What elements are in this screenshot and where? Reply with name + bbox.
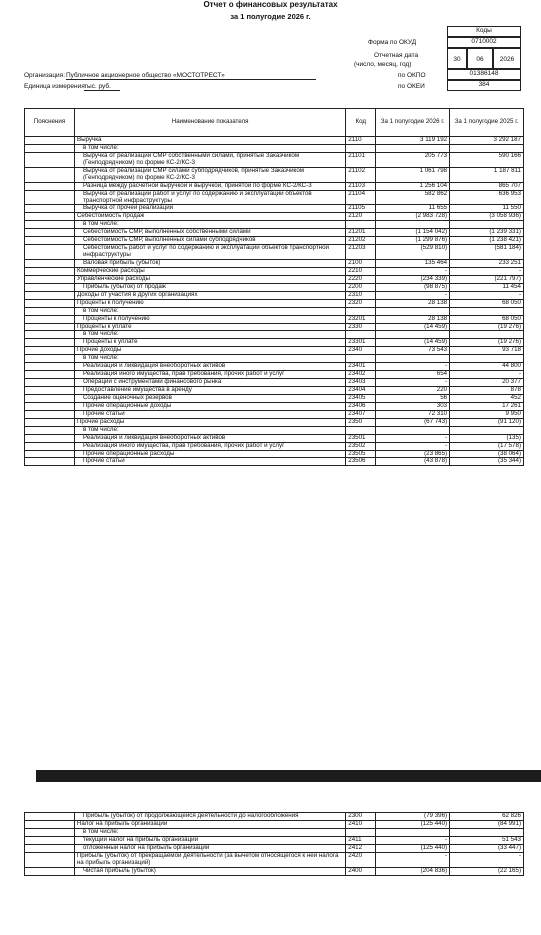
cell-notes (25, 283, 75, 291)
cell-indicator-name: Валовая прибыль (убыток) (74, 260, 345, 268)
table-row (25, 299, 524, 307)
cell-value-2026: 1 256 104 (376, 182, 450, 190)
cell-code: 2200 (346, 283, 376, 291)
cell-code (346, 307, 376, 315)
cell-value-2026: - (376, 852, 450, 867)
cell-indicator-name: Налог на прибыль организаций (74, 820, 345, 828)
cell-value-2025: (35 344) (450, 458, 524, 466)
cell-value-2025: (84 991) (450, 820, 524, 828)
cell-value-2025: (22 165) (450, 867, 524, 875)
cell-code: 23201 (346, 315, 376, 323)
cell-value-2025: (91 120) (450, 418, 524, 426)
report-date-label: Отчетная дата (374, 52, 419, 59)
cell-notes (25, 291, 75, 299)
col-header-2026: За 1 полугодие 2026 г. (376, 109, 450, 137)
cell-code: 23505 (346, 450, 376, 458)
cell-code: 21104 (346, 190, 376, 205)
cell-indicator-name: в том числе: (74, 426, 345, 434)
cell-value-2025: 20 377 (450, 379, 524, 387)
table-row (25, 434, 524, 442)
cell-notes (25, 315, 75, 323)
report-date-year: 2026 (493, 48, 521, 69)
cell-code: 2350 (346, 418, 376, 426)
cell-value-2026: - (376, 434, 450, 442)
cell-indicator-name: Выручка от реализации СМР собственными силами, принятые Заказчиком (Генподрядчиком) по форме КС-2/КС-3 (74, 152, 345, 167)
cell-value-2025: (19 276) (450, 339, 524, 347)
cell-indicator-name: Выручка от реализации работ и услуг по содержанию и эксплуатации объектов транспортной инфраструктуры (74, 190, 345, 205)
table-row (25, 245, 524, 260)
cell-indicator-name: в том числе: (74, 221, 345, 229)
cell-value-2026: - (376, 836, 450, 844)
report-title: Отчет о финансовых результатах (203, 0, 338, 9)
cell-value-2026 (376, 355, 450, 363)
cell-value-2025: (33 447) (450, 844, 524, 852)
cell-indicator-name: Чистая прибыль (убыток) (74, 867, 345, 875)
cell-value-2025: (135) (450, 434, 524, 442)
cell-value-2025: 68 050 (450, 315, 524, 323)
cell-value-2026: (125 440) (376, 844, 450, 852)
table-row (25, 458, 524, 466)
cell-value-2026: 3 119 192 (376, 137, 450, 145)
cell-indicator-name: в том числе: (74, 331, 345, 339)
cell-value-2025: 878 (450, 387, 524, 395)
cell-notes (25, 355, 75, 363)
unit-value: тыс. руб. (84, 83, 120, 91)
cell-code: 21105 (346, 205, 376, 213)
cell-code: 2320 (346, 299, 376, 307)
cell-indicator-name: Проценты к уплате (74, 339, 345, 347)
cell-value-2025: 68 050 (450, 299, 524, 307)
table-row (25, 844, 524, 852)
cell-value-2026: (98 875) (376, 283, 450, 291)
cell-notes (25, 275, 75, 283)
cell-value-2025: - (450, 852, 524, 867)
cell-value-2025: 11 550 (450, 205, 524, 213)
cell-indicator-name: Себестоимость СМР, выполненных собственными силами (74, 229, 345, 237)
cell-value-2026 (376, 307, 450, 315)
cell-value-2026: (1 154 042) (376, 229, 450, 237)
unit-label: Единица измерения (24, 83, 85, 90)
col-header-notes: Пояснения (25, 109, 75, 137)
cell-code: 2210 (346, 267, 376, 275)
cell-indicator-name: Выручка (74, 137, 345, 145)
cell-notes (25, 434, 75, 442)
cell-indicator-name: Прибыль (убыток) от прекращаемой деятельности (за вычетом относящегося к ней налога на прибыль организаций) (74, 852, 345, 867)
cell-notes (25, 813, 75, 821)
okei-value: 384 (447, 80, 521, 91)
cell-indicator-name: Себестоимость СМР, выполненных силами субподрядчиков (74, 237, 345, 245)
okud-label: Форма по ОКУД (368, 39, 417, 46)
cell-value-2025: - (450, 291, 524, 299)
cell-value-2025: (3 058 936) (450, 213, 524, 221)
cell-indicator-name: Прибыль (убыток) от продаж (74, 283, 345, 291)
cell-notes (25, 331, 75, 339)
cell-notes (25, 245, 75, 260)
table-row (25, 152, 524, 167)
page-separator (36, 770, 541, 782)
okpo-value: 01386148 (447, 69, 521, 80)
cell-notes (25, 426, 75, 434)
cell-notes (25, 260, 75, 268)
cell-value-2025: 590 166 (450, 152, 524, 167)
cell-notes (25, 379, 75, 387)
table-row (25, 315, 524, 323)
cell-notes (25, 205, 75, 213)
cell-indicator-name: Реализация и ликвидация внеоборотных активов (74, 434, 345, 442)
cell-indicator-name: Создание оценочных резервов (74, 394, 345, 402)
cell-value-2026: (1 299 876) (376, 237, 450, 245)
cell-value-2026: (14 459) (376, 339, 450, 347)
cell-code: 21202 (346, 237, 376, 245)
cell-notes (25, 347, 75, 355)
cell-code: 23301 (346, 339, 376, 347)
cell-value-2026: 73 543 (376, 347, 450, 355)
table-row (25, 426, 524, 434)
cell-notes (25, 144, 75, 152)
cell-indicator-name: Прочие операционные расходы (74, 450, 345, 458)
cell-notes (25, 394, 75, 402)
cell-code: 2220 (346, 275, 376, 283)
cell-value-2026: (2 983 728) (376, 213, 450, 221)
cell-value-2025: (581 184) (450, 245, 524, 260)
cell-indicator-name: Прочие операционные доходы (74, 402, 345, 410)
cell-code: 2340 (346, 347, 376, 355)
cell-notes (25, 137, 75, 145)
cell-notes (25, 410, 75, 418)
cell-value-2026 (376, 426, 450, 434)
cell-value-2025: (19 276) (450, 323, 524, 331)
cell-notes (25, 442, 75, 450)
cell-value-2025: - (450, 371, 524, 379)
cell-indicator-name: Прибыль (убыток) от продолжающейся деятельности до налогообложения (74, 813, 345, 821)
cell-code (346, 426, 376, 434)
cell-notes (25, 307, 75, 315)
cell-code: 2120 (346, 213, 376, 221)
cell-value-2025: 9 950 (450, 410, 524, 418)
table-row (25, 167, 524, 182)
cell-code: 23407 (346, 410, 376, 418)
table-row (25, 418, 524, 426)
col-header-2025: За 1 полугодие 2025 г. (450, 109, 524, 137)
cell-notes (25, 167, 75, 182)
cell-value-2026: 11 655 (376, 205, 450, 213)
cell-code: 21101 (346, 152, 376, 167)
cell-indicator-name: текущий налог на прибыль организаций (74, 836, 345, 844)
cell-indicator-name: Проценты к получению (74, 315, 345, 323)
cell-value-2026: 56 (376, 394, 450, 402)
cell-value-2026: 654 (376, 371, 450, 379)
cell-value-2026: 72 310 (376, 410, 450, 418)
cell-code: 23403 (346, 379, 376, 387)
cell-code: 2420 (346, 852, 376, 867)
cell-notes (25, 820, 75, 828)
cell-indicator-name: в том числе: (74, 828, 345, 836)
cell-code: 2411 (346, 836, 376, 844)
cell-indicator-name: отложенный налог на прибыль организаций (74, 844, 345, 852)
cell-code: 23506 (346, 458, 376, 466)
cell-notes (25, 450, 75, 458)
org-label: Организация: (24, 72, 66, 79)
cell-code: 2330 (346, 323, 376, 331)
cell-indicator-name: Прочие расходы (74, 418, 345, 426)
cell-value-2025: (38 064) (450, 450, 524, 458)
cell-value-2026: - (376, 291, 450, 299)
cell-value-2025: 1 187 811 (450, 167, 524, 182)
cell-notes (25, 299, 75, 307)
cell-notes (25, 387, 75, 395)
cell-value-2025: 233 251 (450, 260, 524, 268)
cell-value-2026: (529 810) (376, 245, 450, 260)
cell-code: 2412 (346, 844, 376, 852)
table-row (25, 867, 524, 875)
cell-notes (25, 363, 75, 371)
org-name: Публичное акционерное общество «МОСТОТРЕСТ» (66, 72, 316, 80)
cell-indicator-name: Проценты к уплате (74, 323, 345, 331)
report-date-month: 06 (467, 48, 493, 69)
cell-notes (25, 458, 75, 466)
cell-indicator-name: Проценты к получению (74, 299, 345, 307)
col-header-code: Код (346, 109, 376, 137)
cell-value-2026: 28 138 (376, 315, 450, 323)
cell-notes (25, 844, 75, 852)
cell-value-2025: 3 292 187 (450, 137, 524, 145)
financial-results-table (24, 108, 524, 466)
cell-value-2026: - (376, 267, 450, 275)
cell-indicator-name: Операции с инструментами финансового рынка (74, 379, 345, 387)
table-row (25, 182, 524, 190)
cell-code: 2100 (346, 260, 376, 268)
cell-code: 2410 (346, 820, 376, 828)
cell-value-2026: 303 (376, 402, 450, 410)
cell-notes (25, 213, 75, 221)
cell-notes (25, 182, 75, 190)
cell-value-2025: 17 261 (450, 402, 524, 410)
table-row (25, 852, 524, 867)
cell-value-2026 (376, 828, 450, 836)
cell-indicator-name: в том числе: (74, 307, 345, 315)
codes-header: Коды (447, 26, 521, 37)
cell-value-2026: 1 061 798 (376, 167, 450, 182)
table-row (25, 307, 524, 315)
cell-value-2026: - (376, 363, 450, 371)
cell-value-2026: 28 138 (376, 299, 450, 307)
cell-value-2025: (1 239 331) (450, 229, 524, 237)
cell-indicator-name: Коммерческие расходы (74, 267, 345, 275)
cell-value-2026: (23 865) (376, 450, 450, 458)
cell-notes (25, 152, 75, 167)
cell-value-2025 (450, 426, 524, 434)
cell-value-2025: 51 543 (450, 836, 524, 844)
cell-code: 23406 (346, 402, 376, 410)
cell-code: 2110 (346, 137, 376, 145)
cell-code: 23401 (346, 363, 376, 371)
cell-indicator-name: Себестоимость продаж (74, 213, 345, 221)
cell-value-2026: 220 (376, 387, 450, 395)
cell-value-2025: 865 707 (450, 182, 524, 190)
cell-code: 21201 (346, 229, 376, 237)
cell-value-2026: - (376, 379, 450, 387)
cell-indicator-name: Реализация иного имущества, прав требования, прочих работ и услуг (74, 371, 345, 379)
table-row (25, 291, 524, 299)
cell-indicator-name: Управленческие расходы (74, 275, 345, 283)
cell-value-2026: 135 464 (376, 260, 450, 268)
cell-value-2026: (79 396) (376, 813, 450, 821)
cell-notes (25, 267, 75, 275)
cell-notes (25, 190, 75, 205)
cell-indicator-name: Реализация и ликвидация внеоборотных активов (74, 363, 345, 371)
cell-code: 2400 (346, 867, 376, 875)
cell-notes (25, 418, 75, 426)
cell-notes (25, 323, 75, 331)
cell-code: 2300 (346, 813, 376, 821)
cell-indicator-name: Прочие статьи (74, 410, 345, 418)
cell-notes (25, 402, 75, 410)
cell-indicator-name: Выручка от реализации СМР силами субподрядчиков, принятые Заказчиком (Генподрядчиком) по форме КС-2/КС-3 (74, 167, 345, 182)
cell-value-2026: 582 862 (376, 190, 450, 205)
cell-code: 23402 (346, 371, 376, 379)
cell-indicator-name: Разница между расчетной выручкой и выручкой, принятой по форме КС-2/КС-3 (74, 182, 345, 190)
table-header-row (25, 109, 524, 137)
financial-results-table-continued (24, 812, 524, 876)
cell-notes (25, 237, 75, 245)
cell-indicator-name: Выручка от прочей реализации (74, 205, 345, 213)
cell-notes (25, 852, 75, 867)
cell-indicator-name: Прочие доходы (74, 347, 345, 355)
cell-indicator-name: Реализация иного имущества, прав требования, прочих работ и услуг (74, 442, 345, 450)
cell-value-2026: (234 339) (376, 275, 450, 283)
cell-code: 21102 (346, 167, 376, 182)
cell-value-2025: (221 797) (450, 275, 524, 283)
cell-value-2025: 62 826 (450, 813, 524, 821)
cell-value-2025: 44 800 (450, 363, 524, 371)
cell-code: 23405 (346, 394, 376, 402)
cell-code: 21203 (346, 245, 376, 260)
report-period: за 1 полугодие 2026 г. (230, 12, 311, 21)
cell-value-2025: 452 (450, 394, 524, 402)
cell-indicator-name: в том числе: (74, 355, 345, 363)
cell-value-2025: 11 454 (450, 283, 524, 291)
okei-label: по ОКЕИ (398, 83, 425, 90)
cell-notes (25, 836, 75, 844)
cell-notes (25, 229, 75, 237)
cell-value-2025: 636 953 (450, 190, 524, 205)
cell-value-2025: - (450, 267, 524, 275)
table-row (25, 442, 524, 450)
cell-value-2025: (17 578) (450, 442, 524, 450)
cell-value-2026: (204 836) (376, 867, 450, 875)
cell-value-2025: 93 718 (450, 347, 524, 355)
cell-notes (25, 339, 75, 347)
cell-indicator-name: в том числе: (74, 144, 345, 152)
cell-code: 23502 (346, 442, 376, 450)
cell-notes (25, 371, 75, 379)
cell-code: 23404 (346, 387, 376, 395)
cell-indicator-name: Доходы от участия в других организациях (74, 291, 345, 299)
cell-code: 21103 (346, 182, 376, 190)
cell-value-2026: (43 878) (376, 458, 450, 466)
report-date-format-label: (число, месяц, год) (354, 61, 412, 68)
cell-value-2026: - (376, 442, 450, 450)
cell-indicator-name: Прочие статьи (74, 458, 345, 466)
cell-value-2025: (1 238 421) (450, 237, 524, 245)
cell-value-2026: (67 743) (376, 418, 450, 426)
cell-value-2026: (14 459) (376, 323, 450, 331)
cell-indicator-name: Предоставление имущества в аренду (74, 387, 345, 395)
cell-notes (25, 867, 75, 875)
cell-notes (25, 221, 75, 229)
okud-value: 0710002 (447, 37, 521, 48)
cell-code: 23501 (346, 434, 376, 442)
col-header-indicator: Наименование показателя (74, 109, 345, 137)
okpo-label: по ОКПО (398, 72, 426, 79)
cell-value-2025 (450, 307, 524, 315)
report-date-day: 30 (447, 48, 467, 69)
cell-notes (25, 828, 75, 836)
cell-indicator-name: Себестоимость работ и услуг по содержанию и эксплуатации объектов транспортной инфраструктуры (74, 245, 345, 260)
cell-value-2026: (125 440) (376, 820, 450, 828)
table-row (25, 190, 524, 205)
cell-value-2026: 205 773 (376, 152, 450, 167)
cell-code: 2310 (346, 291, 376, 299)
